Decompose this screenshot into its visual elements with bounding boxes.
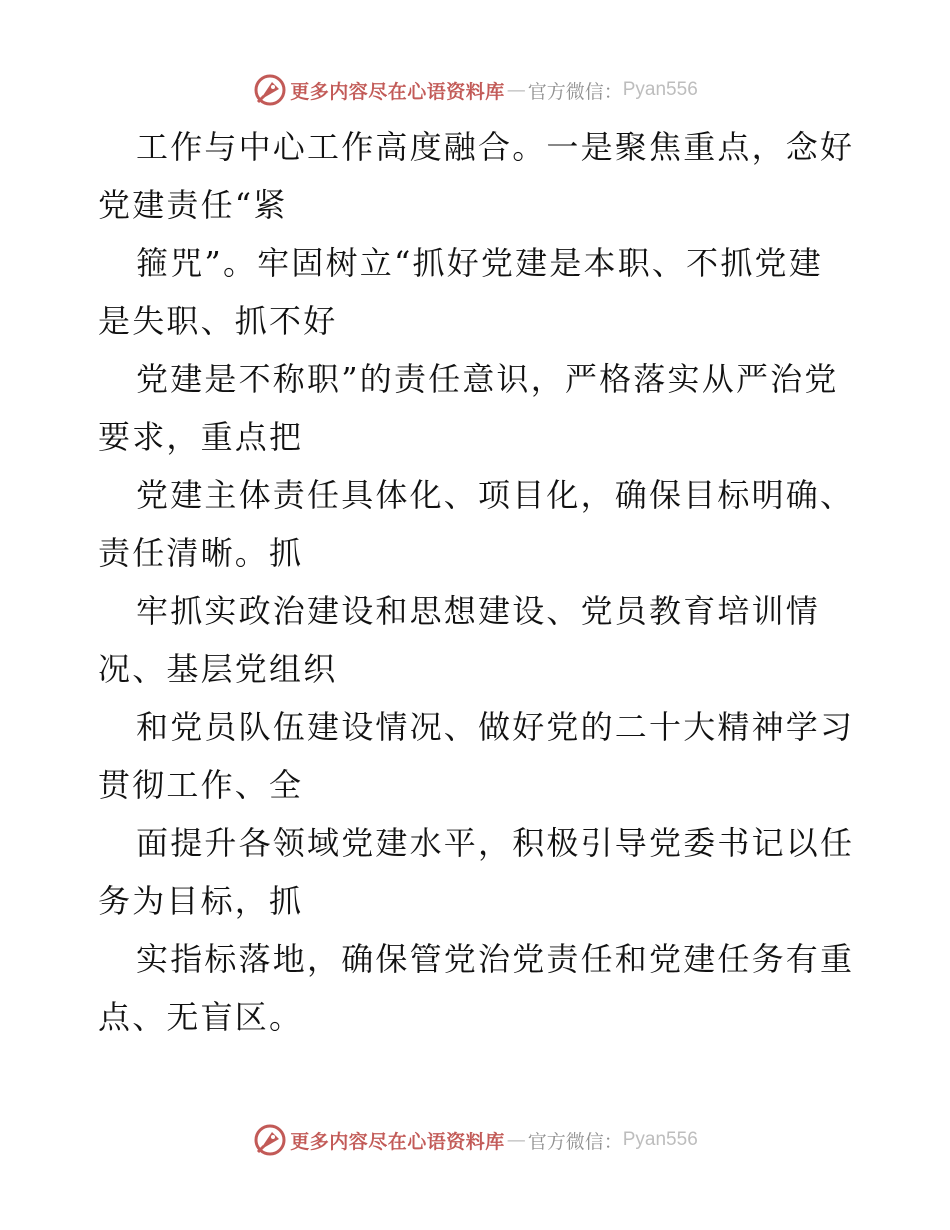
body-line: 贯彻工作、全 bbox=[98, 766, 304, 804]
body-line: 实指标落地，确保管党治党责任和党建任务有重 bbox=[136, 940, 855, 978]
brand-text: 更多内容尽在心语资料库 bbox=[290, 1130, 505, 1153]
brand-text: 更多内容尽在心语资料库 bbox=[290, 80, 505, 103]
body-line: 党建主体责任具体化、项目化，确保目标明确、 bbox=[136, 476, 855, 514]
header-banner bbox=[0, 70, 950, 110]
wechat-id: Pyan556 bbox=[622, 1129, 698, 1150]
body-line: 要求，重点把 bbox=[98, 418, 304, 456]
pen-nib-logo-icon bbox=[252, 1122, 288, 1158]
body-line: 党建责任“紧 bbox=[98, 186, 288, 224]
footer-banner bbox=[0, 1120, 950, 1160]
body-line: 箍咒”。牢固树立“抓好党建是本职、不抓党建 bbox=[136, 244, 823, 282]
wechat-id: Pyan556 bbox=[622, 79, 698, 100]
body-line: 是失职、抓不好 bbox=[98, 302, 338, 340]
body-line: 牢抓实政治建设和思想建设、党员教育培训情 bbox=[136, 592, 821, 630]
body-line: 面提升各领域党建水平，积极引导党委书记以任 bbox=[136, 824, 855, 862]
document-body bbox=[98, 118, 858, 1046]
wechat-label: 官方微信： bbox=[527, 80, 623, 103]
body-line: 点、无盲区。 bbox=[98, 998, 304, 1036]
body-line: 务为目标，抓 bbox=[98, 882, 304, 920]
banner-separator: — bbox=[506, 1129, 526, 1151]
pen-nib-logo-icon bbox=[252, 72, 288, 108]
body-line: 责任清晰。抓 bbox=[98, 534, 304, 572]
body-line: 党建是不称职”的责任意识，严格落实从严治党 bbox=[136, 360, 839, 398]
body-line: 况、基层党组织 bbox=[98, 650, 338, 688]
banner-separator: — bbox=[506, 79, 526, 101]
body-line: 和党员队伍建设情况、做好党的二十大精神学习 bbox=[136, 708, 855, 746]
wechat-label: 官方微信： bbox=[527, 1130, 623, 1153]
body-line: 工作与中心工作高度融合。一是聚焦重点，念好 bbox=[136, 128, 855, 166]
